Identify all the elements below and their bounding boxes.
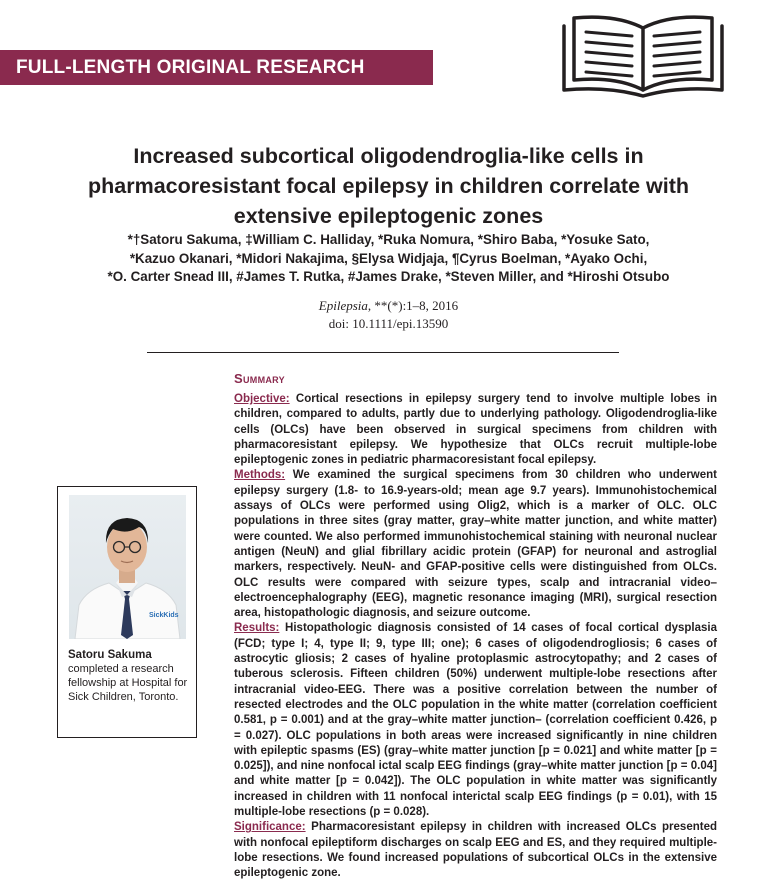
author-name: Satoru Sakuma [68, 649, 152, 661]
article-type-banner [0, 50, 433, 85]
doi: doi: 10.1111/epi.13590 [328, 316, 449, 331]
results-label: Results: [234, 622, 280, 635]
methods-label: Methods: [234, 469, 286, 482]
summary-heading: Summary [234, 371, 285, 386]
open-book-icon [558, 8, 728, 98]
divider [147, 352, 619, 353]
summary-body [234, 392, 717, 882]
author-photo-box [57, 486, 197, 738]
summary-significance [234, 820, 717, 881]
significance-text: Pharmacoresistant epilepsy in children with increased OLCs presented with nonfocal epileptiform discharges on scalp EEG and ES, and they required multiple-lobe resections. We found increased populations of subcortical OLCs in the extensive epileptogenic zone. [234, 821, 717, 880]
author-caption: completed a research fellowship at Hospital for Sick Children, Toronto. [68, 663, 188, 703]
article-type-label: FULL-LENGTH ORIGINAL RESEARCH [16, 56, 365, 78]
journal-volume: , **(*):1–8, 2016 [367, 298, 459, 313]
author-line: *Kazuo Okanari, *Midori Nakajima, §Elysa Widjaja, ¶Cyrus Boelman, *Ayako Ochi, [129, 250, 648, 266]
author-line: *†Satoru Sakuma, ‡William C. Halliday, *Ruka Nomura, *Shiro Baba, *Yosuke Sato, [127, 232, 650, 247]
article-title [40, 141, 737, 231]
methods-text: We examined the surgical specimens from 30 children who underwent epilepsy surgery (1.8- to 16.9-years-old; mean age 9.7 years). Immunohistochemical assays of OLCs were performed using Olig2, which is a marker of OLC. OLC populations in three sites (gray matter, gray–white matter junction, and white matter) were counted. We also performed immunohistochemical staining with neuronal nuclear antigen (NeuN) and glial fibrillary acidic protein (GFAP) for neuronal and astroglial markers, respectively. NeuN- and GFAP-positive cells were distinguished from OLCs. OLC results were compared with seizure types, scalp and intracranial video–electroencephalography (EEG), magnetic resonance imaging (MRI), surgical resection area, histopathologic diagnosis, and seizure outcome. [234, 469, 717, 620]
summary-objective [234, 392, 717, 468]
results-text: Histopathologic diagnosis consisted of 14 cases of focal cortical dysplasia (FCD; type I; 4, type II; 9, type III; one); 6 cases of oligodendrogliosis; 6 cases of astrocytic gliosis; 2 cases of hyaline protoplasmic astrocytopathy; and 2 cases of tuberous sclerosis. Fifteen children (50%) underwent multiple-lobe resections after intracranial video-EEG. There was a positive correlation between the number of resected electrodes and the OLC population in the white matter (correlation coefficient 0.581, p = 0.001) and at the gray–white matter junction– (correlation coefficient 0.426, p = 0.027). OLC populations in both areas were increased significantly in nine children with epileptic spasms (ES) (gray–white matter junction [p = 0.021] and white matter [p = 0.025]), and nine nonfocal ictal scalp EEG findings (gray–white matter junction [p = 0.04] and white matter [p = 0.042]). The OLC population in white matter was significantly increased in children with 11 nonfocal interictal scalp EEG findings (p = 0.01), with 15 multiple-lobe resections (p = 0.028). [234, 622, 717, 819]
hospital-badge: SickKids [149, 612, 179, 619]
summary-results [234, 621, 717, 820]
title-line: Increased subcortical oligodendroglia-like cells in [133, 144, 644, 168]
author-photo [69, 495, 186, 639]
author-list [40, 231, 737, 287]
citation [40, 297, 737, 333]
title-line: pharmacoresistant focal epilepsy in children correlate with [88, 174, 689, 198]
author-portrait-illustration [69, 495, 186, 639]
significance-label: Significance: [234, 821, 306, 834]
objective-text: Cortical resections in epilepsy surgery tend to involve multiple lobes in children, compared to adults, partly due to underlying pathology. Oligodendroglia-like cells (OLCs) have been observed in surgical specimens from children with pharmacoresistant epilepsy. We hypothesize that OLCs recruit multiple-lobe epileptogenic zones in pediatric pharmacoresistant focal epilepsy. [234, 393, 717, 467]
summary-methods [234, 468, 717, 621]
title-line: extensive epileptogenic zones [233, 204, 544, 228]
journal-name: Epilepsia [318, 298, 368, 313]
objective-label: Objective: [234, 393, 290, 405]
author-line: *O. Carter Snead III, #James T. Rutka, #James Drake, *Steven Miller, and *Hiroshi Otsubo [107, 269, 670, 284]
